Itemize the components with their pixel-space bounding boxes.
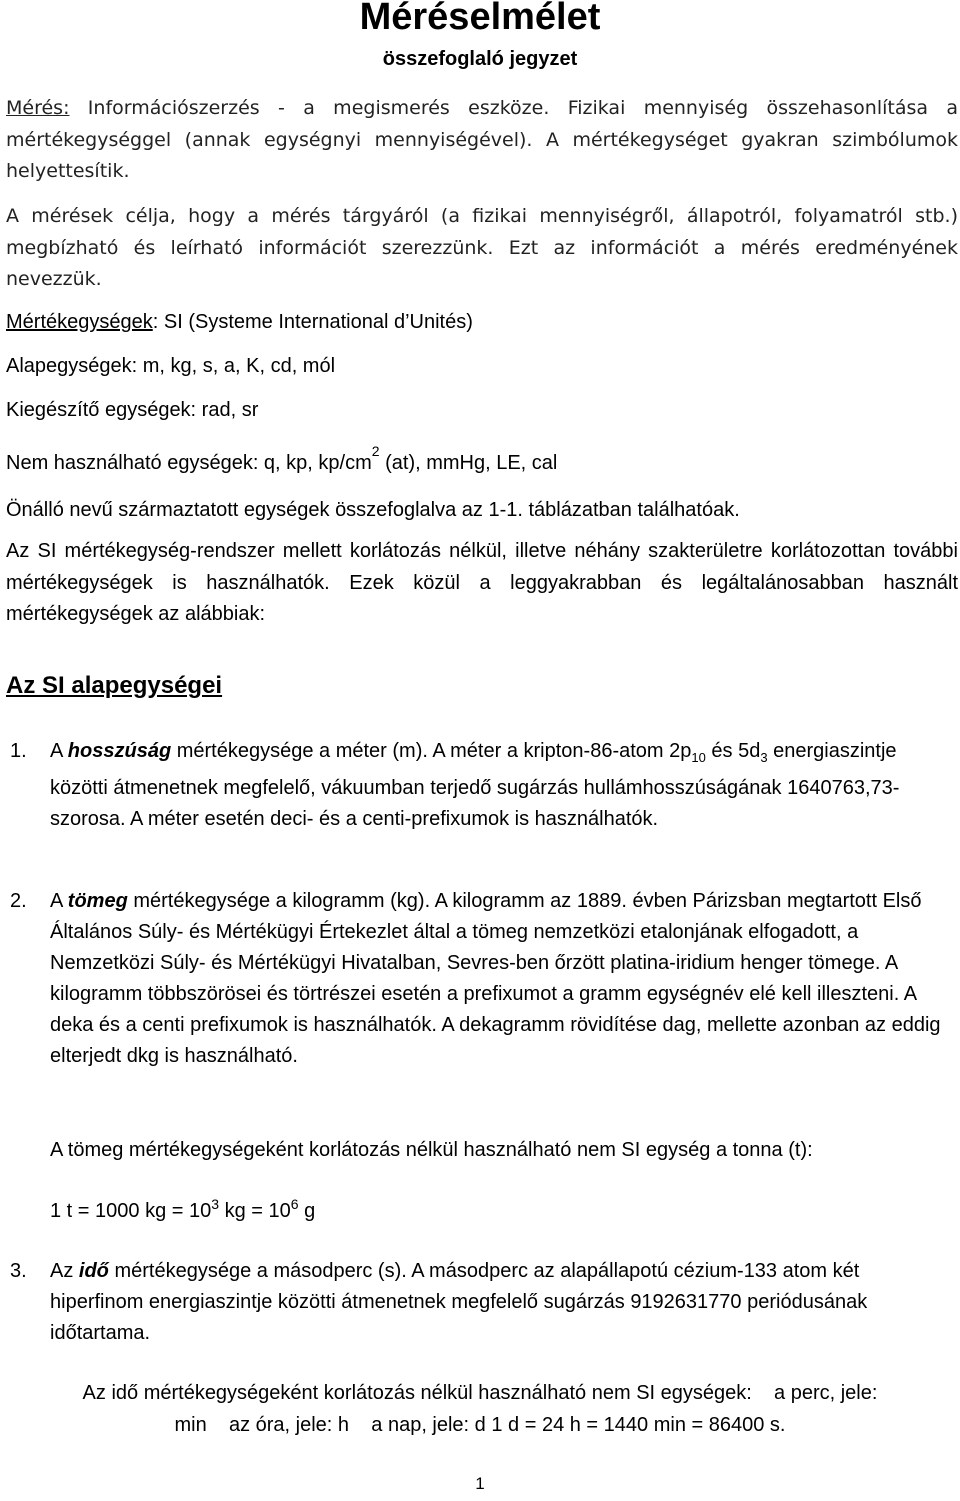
nem-hasznalhato-b: (at), mmHg, LE, cal [379, 452, 558, 474]
list-item-body [50, 1256, 958, 1349]
nem-hasznalhato-sup: 2 [371, 443, 380, 459]
nem-hasznalhato-line [6, 443, 958, 481]
item-pre: A [50, 890, 68, 912]
eq-part-b: kg = 10 [219, 1200, 291, 1222]
eq-part-c: g [298, 1200, 316, 1222]
list-item-hosszusag [6, 736, 958, 835]
section-heading: Az SI alapegységei [6, 672, 223, 699]
onallo-line: Önálló nevű származtatott egységek összefoglalva az 1-1. táblázatban találhatóak. [6, 499, 740, 521]
tonna-line: A tömeg mértékegységeként korlátozás nélkül használható nem SI egység a tonna (t): [50, 1139, 813, 1161]
item-sub-1: 10 [691, 750, 706, 765]
eq-sup-1: 3 [211, 1196, 220, 1212]
kiegeszito-line: Kiegészítő egységek: rad, sr [6, 399, 259, 421]
intro-meres-paragraph [6, 93, 958, 188]
item-text: mértékegysége a másodperc (s). A másodperc az alapállapotú cézium-133 atom két hiperfinom energiaszintje közötti átmenetnek megfelelő sugárzás 9192631770 periódusának időtartama. [50, 1260, 868, 1344]
list-item-number: 2. [10, 890, 27, 912]
mertekegysegek-line [6, 307, 958, 339]
mertekegysegek-text: : SI (Systeme International d’Unités) [152, 311, 473, 333]
item-sub-2: 3 [760, 750, 768, 765]
item-text-a: mértékegysége a méter (m). A méter a kripton-86-atom 2p [171, 740, 692, 762]
eq-sup-2: 6 [290, 1196, 299, 1212]
item-keyword: idő [78, 1260, 109, 1282]
list-item-body [50, 736, 958, 835]
si-mellett-paragraph: Az SI mértékegység-rendszer mellett korlátozás nélkül, illetve néhány szakterületre korlátozottan további mértékegységek is használhatók. Ezek közül a leggyakrabban és legáltalánosabban használt mértékegységek az alábbiak: [6, 540, 958, 625]
list-item-number: 3. [10, 1260, 27, 1282]
item-keyword: tömeg [67, 890, 128, 912]
nem-hasznalhato-a: Nem használható egységek: q, kp, kp/cm [6, 452, 372, 474]
list-item-ido [6, 1256, 958, 1349]
list-item-number: 1. [10, 740, 27, 762]
item-text-b: és 5d [705, 740, 761, 762]
meres-label: Mérés: [6, 97, 70, 119]
page-subtitle: összefoglaló jegyzet [382, 48, 578, 70]
meres-text: Információszerzés - a megismerés eszköze. Fizikai mennyiség összehasonlítása a mértékegységgel (annak egységnyi mennyiségével). A mértékegységet gyakran szimbólumok helyettesítik. [6, 97, 958, 182]
list-item-tomeg [6, 886, 958, 1072]
list-item-body [50, 886, 958, 1072]
item-keyword: hosszúság [67, 740, 172, 762]
page-number: 1 [475, 1474, 485, 1493]
tonna-equation [50, 1196, 950, 1228]
alapegysegek-line: Alapegységek: m, kg, s, a, K, cd, mól [6, 355, 336, 377]
eq-part-a: 1 t = 1000 kg = 10 [50, 1200, 212, 1222]
item-pre: Az [50, 1260, 79, 1282]
ido-nem-si-line-1: Az idő mértékegységeként korlátozás nélkül használható nem SI egységek: a perc, jele: [82, 1382, 878, 1404]
item-pre: A [50, 740, 68, 762]
item-text-c: energiaszintje közötti átmenetnek megfelelő, vákuumban terjedő sugárzás hullámhosszúságának 1640763,73-szorosa. A méter esetén deci- és a centi-prefixumok is használhatók. [50, 740, 900, 830]
ido-nem-si-line-2: min az óra, jele: h a nap, jele: d 1 d = 24 h = 1440 min = 86400 s. [174, 1414, 786, 1436]
item-text: mértékegysége a kilogramm (kg). A kilogramm az 1889. évben Párizsban megtartott Első Általános Súly- és Mértékügyi Értekezlet által a tömeg nemzetközi etalonjának elfogadott, a Nemzetközi Súly- és Mértékügyi Hivatalban, Sevres-ben őrzött platina-iridium henger tömege. A kilogramm többszörösei és törtrészei esetén a prefixumot a gramm egységnév elé kell illeszteni. A deka és a centi prefixumok is használhatók. A dekagramm rövidítése dag, mellette azonban az eddig elterjedt dkg is használható. [50, 890, 941, 1067]
intro-cel-paragraph: A mérések célja, hogy a mérés tárgyáról (a fizikai mennyiségről, állapotról, folyamatról stb.) megbízható és leírható információt szerezzünk. Ezt az információt a mérés eredményének nevezzük. [6, 205, 958, 290]
page-title: Méréselmélet [359, 0, 601, 38]
mertekegysegek-label: Mértékegységek [6, 311, 153, 333]
